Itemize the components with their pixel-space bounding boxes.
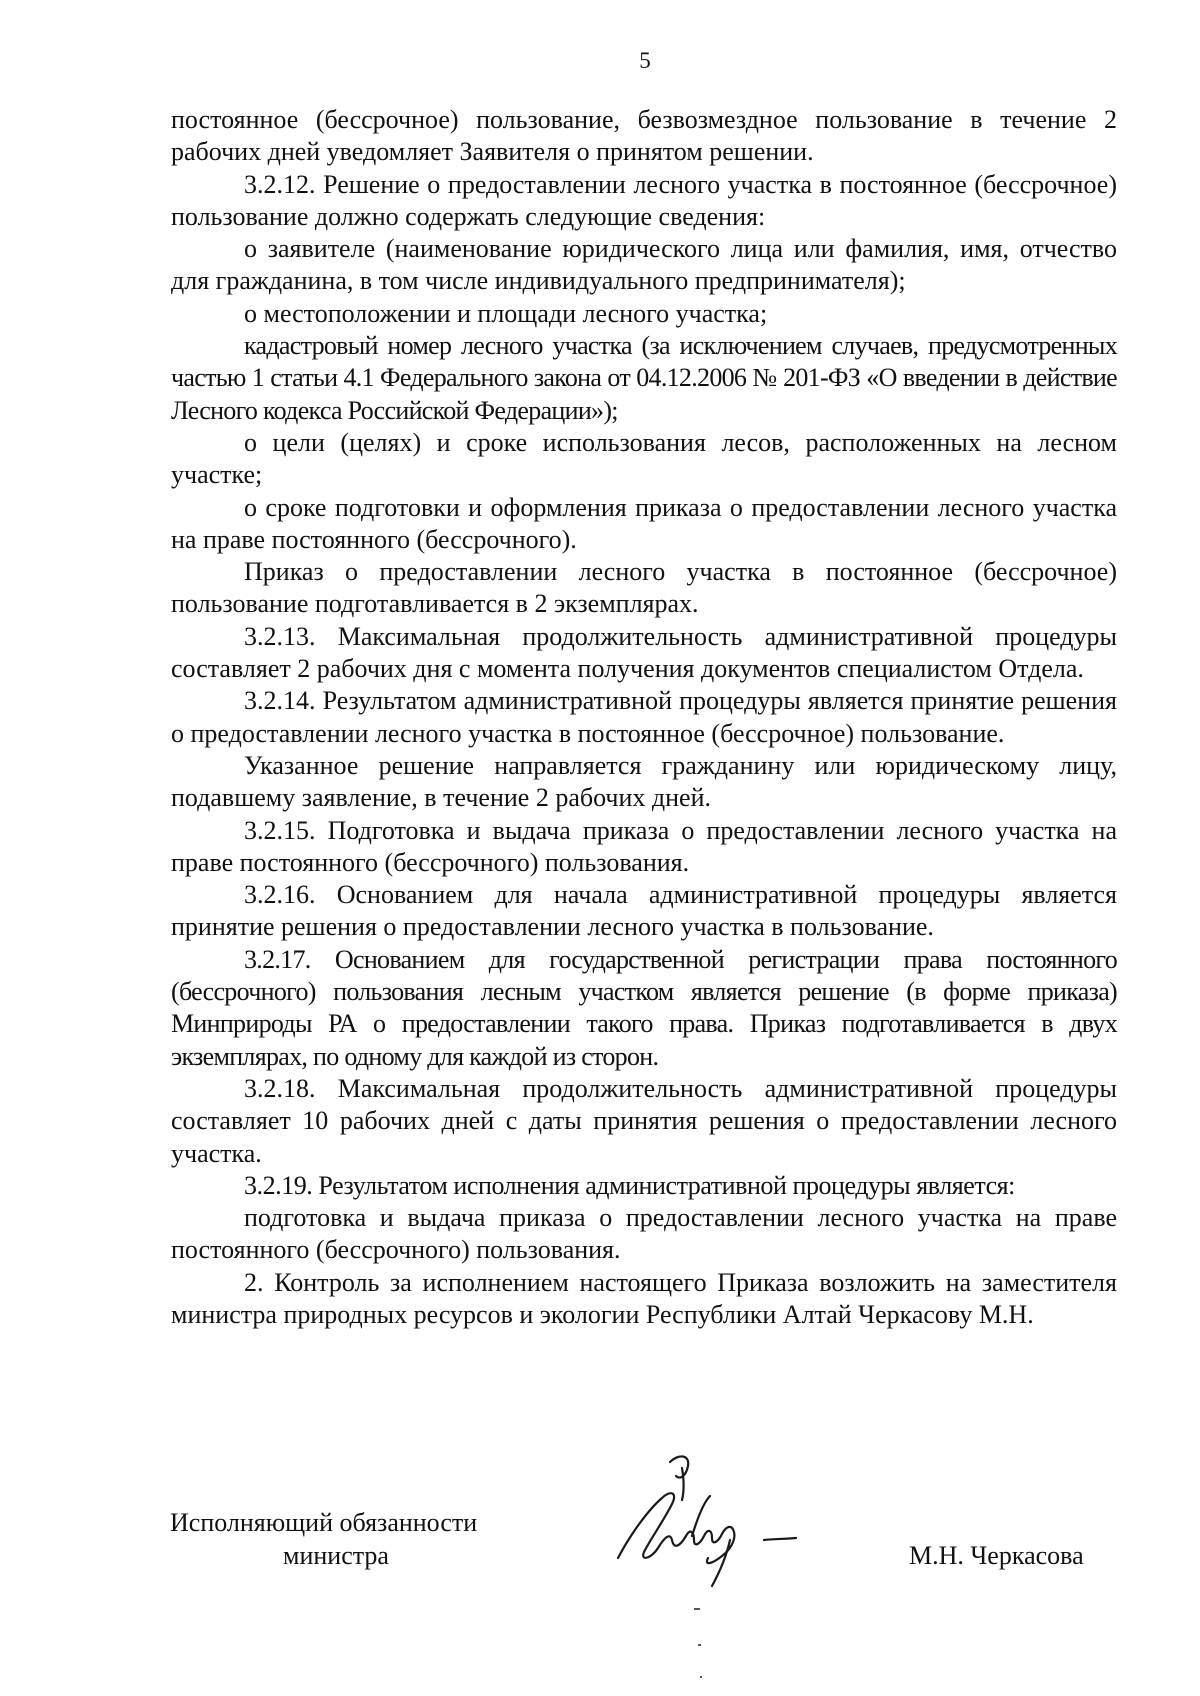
scan-artifacts (680, 1600, 720, 1680)
paragraph-order-issue: подготовка и выдача приказа о предоставлении лесного участка на праве постоянного (бессрочного) пользования. (171, 1203, 1117, 1265)
signatory-title-line1: Исполняющий обязанности (170, 1508, 478, 1537)
paragraph-cadastral-number: кадастровый номер лесного участка (за исключением случаев, предусмотренных частью 1 статьи 4.1 Федерального закона от 04.12.2006 № 201-ФЗ «О введении в действие Лесного кодекса Российской Федерации»); (171, 331, 1117, 425)
paragraph-purpose-term: о цели (целях) и сроке использования лесов, расположенных на лесном участке; (171, 427, 1117, 490)
paragraph-3-2-17: 3.2.17. Основанием для государственной регистрации права постоянного (бессрочного) пользования лесным участком является решение (в форме приказа) Минприроды РА о предоставлении такого права. Приказ подготавливается в двух экземплярах, по одному для каждой из сторон. (171, 944, 1117, 1071)
signatory-name: М.Н. Черкасова (909, 1541, 1084, 1570)
paragraph-continuation: постоянное (бессрочное) пользование, безвозмездное пользование в течение 2 рабочих дней уведомляет Заявителя о принятом решении. (171, 105, 1117, 167)
paragraph-order-copies: Приказ о предоставлении лесного участка в постоянное (бессрочное) пользование подготавливается в 2 экземплярах. (171, 557, 1117, 619)
paragraph-applicant-info: о заявителе (наименование юридического лица или фамилия, имя, отчество для гражданина, в том числе индивидуального предпринимателя); (171, 234, 1117, 296)
document-body (171, 104, 1117, 1331)
paragraph-3-2-13: 3.2.13. Максимальная продолжительность административной процедуры составляет 2 рабочих дня с момента получения документов специалистом Отдела. (171, 621, 1117, 684)
paragraph-3-2-19: 3.2.19. Результатом исполнения административной процедуры является: (244, 1170, 1015, 1200)
handwritten-signature (600, 1440, 860, 1590)
paragraph-3-2-15: 3.2.15. Подготовка и выдача приказа о предоставлении лесного участка на праве постоянного (бессрочного) пользования. (171, 815, 1117, 877)
paragraph-3-2-18: 3.2.18. Максимальная продолжительность административной процедуры составляет 10 рабочих дней с даты принятия решения о предоставлении лесного участка. (171, 1073, 1117, 1168)
paragraph-3-2-16: 3.2.16. Основанием для начала административной процедуры является принятие решения о предоставлении лесного участка в пользование. (171, 880, 1117, 942)
paragraph-location-area: о местоположении и площади лесного участка; (244, 298, 768, 328)
paragraph-3-2-12: 3.2.12. Решение о предоставлении лесного участка в постоянное (бессрочное) пользование должно содержать следующие сведения: (171, 169, 1117, 231)
page-number: 5 (639, 48, 651, 73)
paragraph-3-2-14: 3.2.14. Результатом административной процедуры является принятие решения о предоставлении лесного участка в постоянное (бессрочное) пользование. (171, 686, 1117, 748)
paragraph-decision-sent: Указанное решение направляется гражданину или юридическому лицу, подавшему заявление, в течение 2 рабочих дней. (171, 750, 1117, 813)
paragraph-order-term: о сроке подготовки и оформления приказа о предоставлении лесного участка на праве постоянного (бессрочного). (171, 492, 1117, 554)
paragraph-control-clause: 2. Контроль за исполнением настоящего Приказа возложить на заместителя министра природных ресурсов и экологии Республики Алтай Черкасову М.Н. (171, 1267, 1117, 1329)
signatory-title-line2: министра (283, 1541, 389, 1570)
